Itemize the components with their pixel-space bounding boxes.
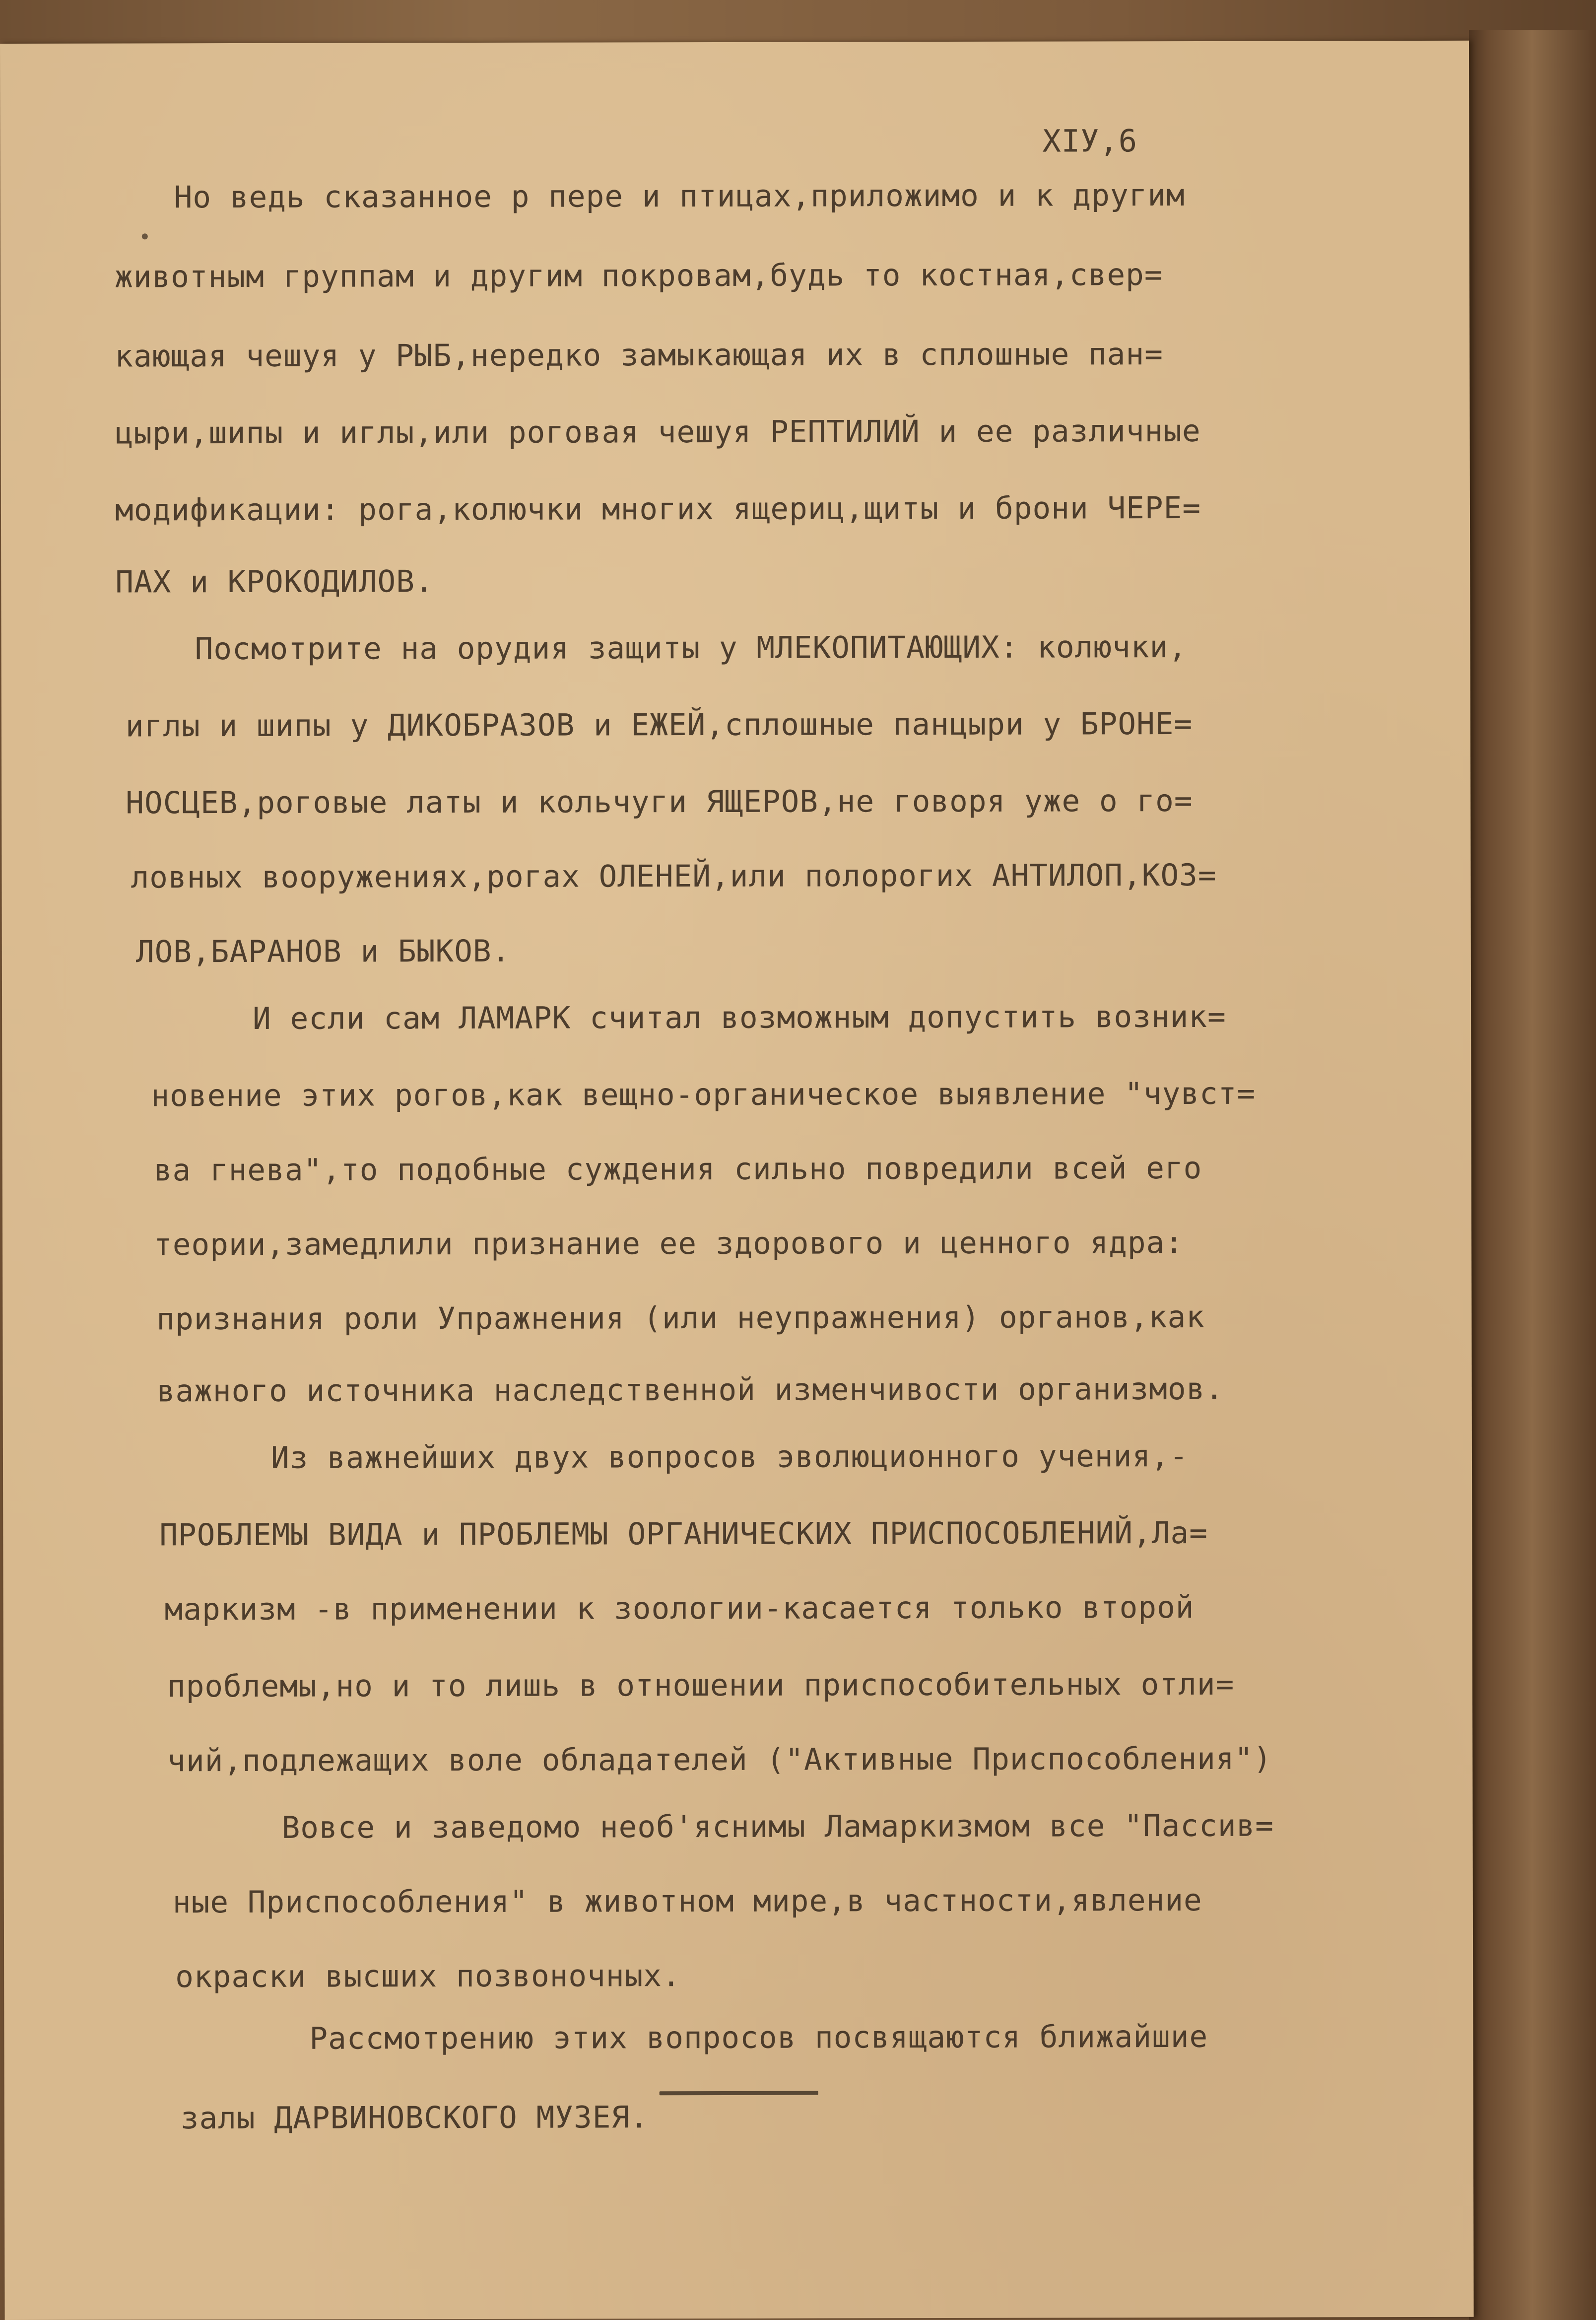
text-line: ПРОБЛЕМЫ ВИДА и ПРОБЛЕМЫ ОРГАНИЧЕСКИХ ПРИСПОСОБЛЕНИЙ,Ла= — [159, 1515, 1208, 1553]
typewritten-page — [0, 41, 1474, 2320]
text-line: ЛОВ,БАРАНОВ и БЫКОВ. — [135, 933, 511, 970]
text-line: Из важнейших двух вопросов эволюционного учения,- — [270, 1438, 1189, 1476]
backing-board — [1469, 30, 1596, 2320]
text-line: ные Приспособления" в животном мире,в частности,явление — [172, 1882, 1202, 1920]
text-line: И если сам ЛАМАРК считал возможным допустить возник= — [253, 999, 1226, 1036]
text-line: Вовсе и заведомо необ'яснимы Ламаркизмом все "Пассив= — [281, 1808, 1274, 1845]
text-line: НОСЦЕВ,роговые латы и кольчуги ЯЩЕРОВ,не говоря уже о го= — [126, 783, 1193, 821]
text-line: залы ДАРВИНОВСКОГО МУЗЕЯ. — [180, 2100, 649, 2136]
text-line: ПАХ и КРОКОДИЛОВ. — [115, 564, 434, 600]
text-line: проблемы,но и то лишь в отношении приспособительных отли= — [167, 1666, 1235, 1705]
text-line: Рассмотрению этих вопросов посвящаются ближайшие — [309, 2019, 1208, 2056]
text-line: цыри,шипы и иглы,или роговая чешуя РЕПТИЛИЙ и ее различные — [115, 413, 1201, 451]
text-line: иглы и шипы у ДИКОБРАЗОВ и ЕЖЕЙ,сплошные панцыри у БРОНЕ= — [125, 706, 1193, 744]
text-line: новение этих рогов,как вещно-органическое выявление "чувст= — [151, 1076, 1256, 1114]
ink-dot — [142, 233, 148, 239]
text-line: кающая чешуя у РЫБ,нередко замыкающая их в сплошные пан= — [115, 337, 1163, 374]
text-line: Посмотрите на орудия защиты у МЛЕКОПИТАЮЩИХ: колючки, — [195, 629, 1188, 667]
page-number: XIУ,6 — [1042, 123, 1138, 159]
text-line: окраски высших позвоночных. — [175, 1958, 681, 1995]
text-line: важного источника наследственной изменчивости организмов. — [156, 1371, 1224, 1409]
text-line: Но ведь сказанное р пере и птицах,приложимо и к другим — [174, 177, 1185, 215]
text-line: чий,подлежащих воле обладателей ("Активные Приспособления") — [167, 1741, 1272, 1779]
text-line: модификации: рога,колючки многих ящериц,щиты и брони ЧЕРЕ= — [115, 490, 1201, 528]
text-line: теории,замедлили признание ее здорового и ценного ядра: — [153, 1225, 1184, 1263]
text-line: ва гнева",то подобные суждения сильно повредили всей его — [153, 1150, 1202, 1188]
text-line: маркизм -в применении к зоологии-касается только второй — [164, 1589, 1195, 1628]
text-line: ловных вооружениях,рогах ОЛЕНЕЙ,или полорогих АНТИЛОП,КОЗ= — [131, 857, 1217, 895]
text-line: животным группам и другим покровам,будь то костная,свер= — [114, 257, 1163, 295]
closing-rule — [660, 2091, 818, 2096]
text-line: признания роли Упражнения (или неупражнения) органов,как — [156, 1299, 1205, 1337]
